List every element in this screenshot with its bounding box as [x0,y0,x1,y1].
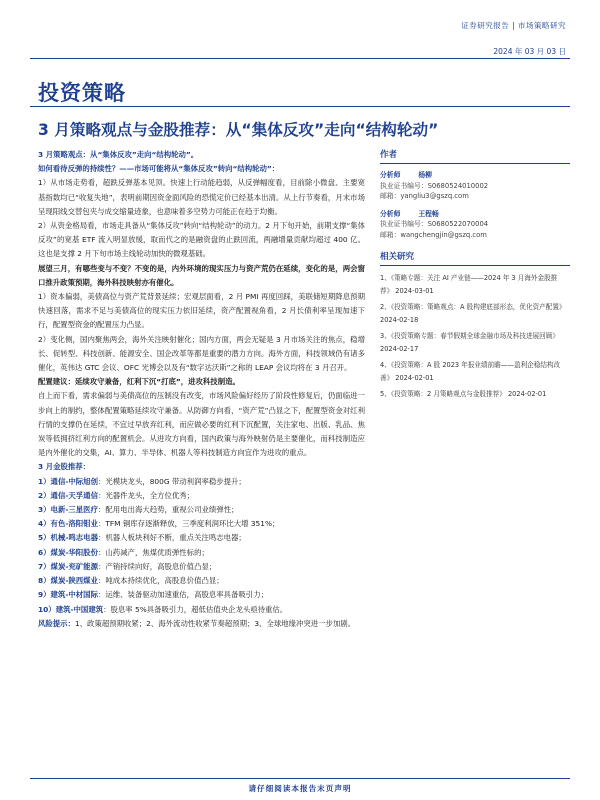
golden-stock-desc: 产销持续向好，高股息价值凸显； [105,561,217,571]
golden-stock-item [38,546,365,560]
golden-stock-item [38,560,365,574]
risk-title: 风险提示： [38,618,75,628]
footer-divider [30,778,570,779]
paragraph-1: 1）从市场走势看，超跌反弹基本见顶。快速上行动能趋弱，从反弹幅度看，目前除小微盘、主要宽基指数均已“收复失地”，表明前期因资金面风险的恐慌定价已经基本出清。从上行节奏看，月末市场呈现阳线交替包夹与成交缩量迹象，也意味着多空势力可能正在趋于均衡。 [38,178,365,216]
report-title: 3 月策略观点与金股推荐：从“集体反攻”走向“结构轮动” [38,121,439,139]
golden-stock-name: 通信-天孚通信 [50,490,98,500]
authors-title: 作者 [380,148,570,164]
golden-stock-item [38,503,365,517]
report-type-tagline: 证券研究报告 | 市场策略研究 [461,21,566,30]
golden-stock-name: 机械-鸣志电器 [50,533,98,543]
research-item-title: 2、《投资策略：策略观点：A 股构建底部形态，优化资产配置》 [380,303,566,311]
paragraph-2: 2）从资金格局看，市场走具备从“集体反攻”转向“结构轮动”的动力。2 月下旬开始，前期支撑“集体反攻”的宽基 ETF 流入明显放缓，取而代之的是融资盘的止跌回流，两融增量贡献均超过 400 亿。这也是支撑 2 月下旬市场主线轮动加快的微观基础。 [38,221,365,259]
category-title: 投资策略 [38,81,126,105]
separator: ： [97,576,106,586]
paragraph-5: 2）变化侧，国内聚焦两会，海外关注映射催化；国内方面，两会无疑是 3 月市场关注的焦点，稳增长、促转型、科技创新、能源安全、国企改革等都是重要的潜力方向。海外方面，科技领域仍有诸多催化，英伟达 GTC 会议、OFC 光博会以及有“数字达沃斯”之称的 LEAP 会议均将在 3 月召开。 [38,334,365,373]
golden-stocks-title: 3 月金股推荐： [38,462,91,472]
golden-stock-desc: 光器件龙头，全方位优秀； [105,490,195,500]
research-item[interactable] [380,388,570,401]
golden-stock-item [38,588,365,602]
separator: ： [97,547,106,557]
research-item[interactable] [380,330,570,356]
golden-stock-item [38,475,365,489]
golden-stock-num: 9） [38,590,51,600]
golden-stock-name: 建筑-中国建筑 [55,604,104,614]
research-title: 相关研究 [380,250,570,266]
golden-stock-desc: 配用电出海大趋势，重视公司业绩弹性； [105,505,239,515]
golden-stock-desc: 山药减产，焦煤优质弹性标的； [105,547,209,557]
golden-stock-desc: 吨成本持续优化，高股息价值凸显； [105,576,224,586]
golden-stock-item [38,531,365,545]
report-date: 2024 年 03 月 03 日 [493,47,566,56]
separator: ： [97,533,106,543]
separator: ： [97,490,106,500]
title-divider [30,106,570,107]
research-item-title: 1、《策略专题：关注 AI 产业链——2024 年 3 月海外金股推荐》 [380,274,558,295]
research-item[interactable] [380,301,570,327]
author-email[interactable]: 邮箱：yangliu3@gszq.com [380,192,469,200]
author-license: 执业证书编号：S0680522070004 [380,220,489,228]
author-card [380,209,570,241]
paragraph-3: 展望三月，有哪些变与不变？不变的是，内外环境的现实压力与资产荒仍在延续，变化的是，两会窗口推升政策预期，海外科技映射亦有催化。 [38,263,365,287]
separator: ： [97,519,106,529]
footer-disclaimer: 请仔细阅读本报告末页声明 [248,784,352,793]
golden-stock-name: 煤炭-兖矿能源 [50,561,98,571]
paragraph-7: 自上而下看，需求偏弱与美债高位的压制没有改变，市场风险偏好经历了阶段性修复后，仍面临进一步向上的制约，整体配置策略延续攻守兼备。从防御方向看，“资产荒”凸显之下，配置型资金对红利行情的支撑仍在延续，不宜过早放弃红利，而应做必要的红利下沉配置，关注家电、出版、乳品、焦炭等低拥挤红利方向的配置机会。从进攻方向看，国内政策与海外映射仍是主要催化，而科技制造应是内外催化的交集，AI、算力、半导体、机器人等科技制造方向宜作为进攻的重点。 [38,391,365,458]
research-item[interactable] [380,359,570,385]
golden-stocks-list [38,475,365,617]
separator: ： [97,476,106,486]
paragraph-4: 1）资本偏弱，美债高位与资产荒背景延续；宏观层面看，2 月 PMI 再度回踩，美联储短期降息预期快速回落，需求不足与美债高位的现实压力依旧延续，资产配置视角看，2 月长债利率呈现加速下行，配置型资金的配置压力凸显。 [38,292,365,330]
author-name: 杨柳 [418,171,432,179]
research-list [380,272,570,401]
main-body [38,148,365,776]
body-subtitle: 3 月策略观点：从“集体反攻”走向“结构轮动”。 [38,150,199,159]
golden-stock-desc: 运维、装备驱动加速重估，高股息率具备吸引力； [105,590,268,600]
golden-stock-item [38,517,365,531]
author-card [380,170,570,202]
author-role: 分析师 [380,171,401,179]
golden-stock-num: 4） [38,519,51,529]
research-item-date: 2024-03-01 [395,287,434,295]
research-item-date: 2024-02-18 [380,316,419,324]
author-license: 执业证书编号：S0680524010002 [380,181,489,190]
risk-block [38,617,365,631]
golden-stock-name: 建筑-中材国际 [50,590,98,600]
research-item[interactable] [380,272,570,298]
header-divider [30,58,570,59]
golden-stock-num: 6） [38,547,51,557]
separator: ： [97,505,106,515]
author-name: 王程畅 [418,209,439,218]
golden-stock-desc: 光模块龙头，800G 带动利润率稳步提升； [105,476,246,486]
author-email[interactable]: 邮箱：wangchengjin@gszq.com [380,230,487,239]
risk-text: 1、政策超预期收紧；2、海外流动性收紧节奏超预期；3、全球地缘冲突进一步加剧。 [74,618,356,628]
research-item-title: 3、《投资策略专题：春节假期全球金融市场及科技进展回顾》 [380,332,559,340]
author-role: 分析师 [380,209,401,218]
golden-stock-num: 10） [38,604,56,614]
golden-stock-desc: 机器人板块利好不断，重点关注鸣志电器； [105,533,246,543]
golden-stock-desc: 股息率 5%具备吸引力，超低估值央企龙头亟待重估。 [110,604,288,614]
research-item-date: 2024-02-01 [507,390,547,398]
golden-stock-name: 煤炭-陕西煤业 [50,576,98,586]
separator: ： [97,590,106,600]
golden-stock-num: 7） [38,561,51,571]
research-item-date: 2024-02-01 [395,374,434,382]
separator: ： [97,561,106,571]
golden-stock-num: 5） [38,533,51,543]
paragraph-6: 配置建议：延续攻守兼备，红利下沉“打底”，进攻科技制造。 [38,377,240,387]
golden-stock-num: 2） [38,490,51,500]
golden-stock-name: 有色-洛阳钼业 [50,519,98,529]
sidebar [380,148,570,404]
research-item-date: 2024-02-17 [380,345,419,353]
golden-stock-desc: TFM 铜库存逐渐释放，三季度利润环比大增 351%； [105,519,280,529]
golden-stock-name: 通信-中际旭创 [50,476,98,486]
golden-stock-item [38,603,365,617]
golden-stock-item [38,574,365,588]
separator: ： [103,604,111,614]
golden-stock-item [38,489,365,503]
golden-stock-name: 煤炭-华阳股份 [50,547,98,557]
golden-stock-num: 8） [38,576,51,586]
research-item-title: 5、《投资策略：2 月策略观点与金股推荐》 [380,390,506,398]
research-item-title: 4、《投资策略：A 股 2023 年报业绩前瞻——盈利企稳结构改善》 [380,361,561,382]
body-question: 如何看待反弹的持续性？——市场可能将从“集体反攻”转向“结构轮动”： [38,164,280,174]
golden-stock-name: 电新-三星医疗 [50,505,98,515]
authors-list [380,170,570,240]
golden-stock-num: 1） [38,476,51,486]
golden-stock-num: 3） [38,505,51,515]
